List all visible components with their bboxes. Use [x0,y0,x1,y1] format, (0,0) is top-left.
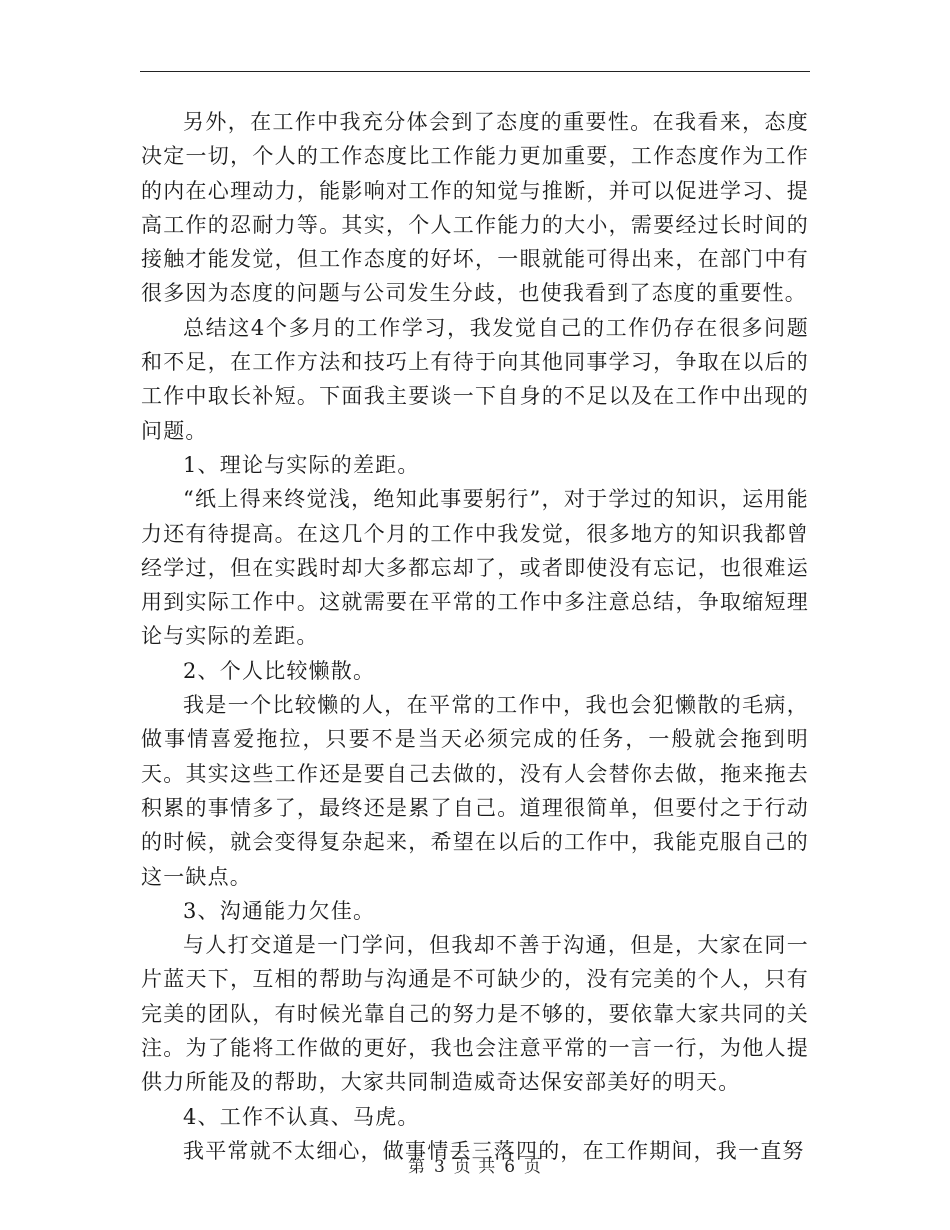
paragraph: 我是一个比较懒的人，在平常的工作中，我也会犯懒散的毛病，做事情喜爱拖拉，只要不是当天必须完成的任务，一般就会拖到明天。其实这些工作还是要自己去做的，没有人会替你去做，拖来拖去积累的事情多了，最终还是累了自己。道理很简单，但要付之于行动的时候，就会变得复杂起来，希望在以后的工作中，我能克服自己的这一缺点。 [141,693,809,889]
current-page-number: 3 [433,1157,446,1177]
header-rule [140,71,810,72]
section-heading: 1、理论与实际的差距。 [183,452,420,477]
page-label-mid: 页 共 [453,1157,497,1177]
paragraph: 我平常就不太细心，做事情丢三落四的，在工作期间，我一直努 [183,1138,805,1163]
total-pages-number: 6 [504,1157,517,1177]
section-heading: 3、沟通能力欠佳。 [183,898,376,923]
page-label-prefix: 第 [407,1157,426,1177]
paragraph: 另外，在工作中我充分体会到了态度的重要性。在我看来，态度决定一切，个人的工作态度比工作能力更加重要，工作态度作为工作的内在心理动力，能影响对工作的知觉与推断，并可以促进学习、提高工作的忍耐力等。其实，个人工作能力的大小，需要经过长时间的接触才能发觉，但工作态度的好坏，一眼就能可得出来，在部门中有很多因为态度的问题与公司发生分歧，也使我看到了态度的重要性。 [141,110,809,306]
paragraph: 总结这4个多月的工作学习，我发觉自己的工作仍存在很多问题和不足，在工作方法和技巧上有待于向其他同事学习，争取在以后的工作中取长补短。下面我主要谈一下自身的不足以及在工作中出现的问题。 [141,315,809,443]
page-footer [0,1152,950,1177]
section-heading: 2、个人比较懒散。 [183,658,376,683]
section-heading: 4、工作不认真、马虎。 [183,1104,420,1129]
paragraph: “纸上得来终觉浅，绝知此事要躬行”，对于学过的知识，运用能力还有待提高。在这几个月的工作中我发觉，很多地方的知识我都曾经学过，但在实践时却大多都忘却了，或者即使没有忘记，也很难运用到实际工作中。这就需要在平常的工作中多注意总结，争取缩短理论与实际的差距。 [141,487,809,649]
page-label-suffix: 页 [524,1157,543,1177]
paragraph: 与人打交道是一门学问，但我却不善于沟通，但是，大家在同一片蓝天下，互相的帮助与沟通是不可缺少的，没有完美的个人，只有完美的团队，有时候光靠自己的努力是不够的，要依靠大家共同的关注。为了能将工作做的更好，我也会注意平常的一言一行，为他人提供力所能及的帮助，大家共同制造威奇达保安部美好的明天。 [141,933,809,1095]
document-body [141,105,809,1168]
